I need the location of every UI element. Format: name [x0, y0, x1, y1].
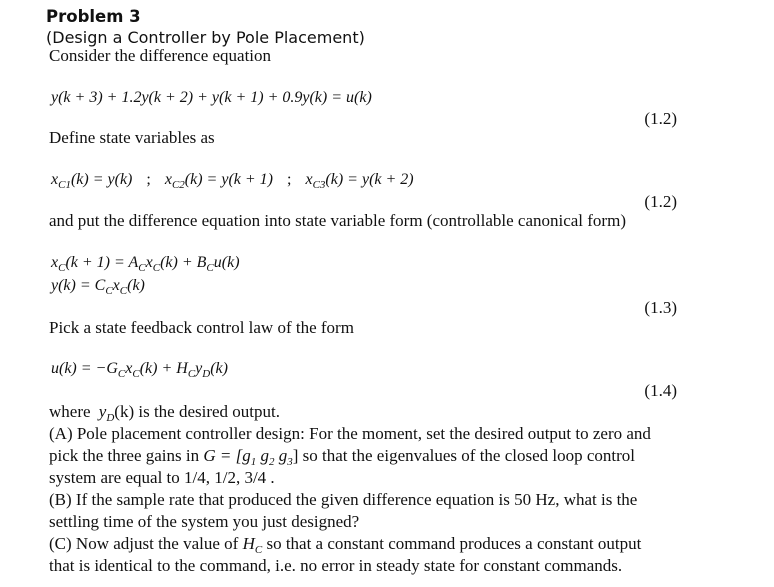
- problem-title: Problem 3: [46, 7, 141, 26]
- part-c-line-1: (C) Now adjust the value of $H_C$ so that a constant command produces a constant output: [49, 534, 642, 556]
- equation-number-3: (1.3): [644, 298, 677, 317]
- part-b-line-2: settling time of the system you just designed?: [49, 512, 360, 531]
- equation-number-4: (1.4): [644, 381, 677, 400]
- equation-number-2: (1.2): [644, 192, 677, 211]
- part-a-line-2: pick the three gains in $G = [g_1$ $g_2$ $g_3$] so that the eigenvalues of the closed loop control: [49, 446, 636, 468]
- state-variable-definitions: $x_{C1}(k) = y(k)$ ; $x_{C2}(k) = y(k + 1)$ ; $x_{C3}(k) = y(k + 2)$: [51, 171, 414, 191]
- part-a-line-1: (A) Pole placement controller design: For the moment, set the desired output to zero and: [49, 424, 651, 443]
- part-c-line-2: that is identical to the command, i.e. no error in steady state for constant commands.: [49, 556, 623, 575]
- intro-text: Consider the difference equation: [49, 46, 272, 65]
- output-equation: $y(k) = C_Cx_C(k)$: [51, 277, 145, 297]
- part-a-line-3: system are equal to 1/4, 1/2, 3/4 .: [49, 468, 275, 487]
- difference-equation: y(k + 3) + 1.2y(k + 2) + y(k + 1) + 0.9y(k) = u(k): [51, 89, 372, 106]
- state-form-intro: and put the difference equation into state variable form (controllable canonical form): [49, 211, 626, 230]
- state-vars-intro: Define state variables as: [49, 128, 215, 147]
- equation-number-1: (1.2): [644, 109, 677, 128]
- state-equation: $x_C(k + 1) = A_Cx_C(k) + B_Cu(k)$: [51, 254, 240, 274]
- where-desired-output: where $y_D(k)$ is the desired output.: [49, 402, 280, 424]
- part-b-line-1: (B) If the sample rate that produced the given difference equation is 50 Hz, what is the: [49, 490, 638, 509]
- problem-subtitle: (Design a Controller by Pole Placement): [46, 28, 365, 47]
- control-law-intro: Pick a state feedback control law of the form: [49, 318, 354, 337]
- control-law-equation: $u(k) = -G_Cx_C(k) + H_Cy_D(k)$: [51, 360, 228, 380]
